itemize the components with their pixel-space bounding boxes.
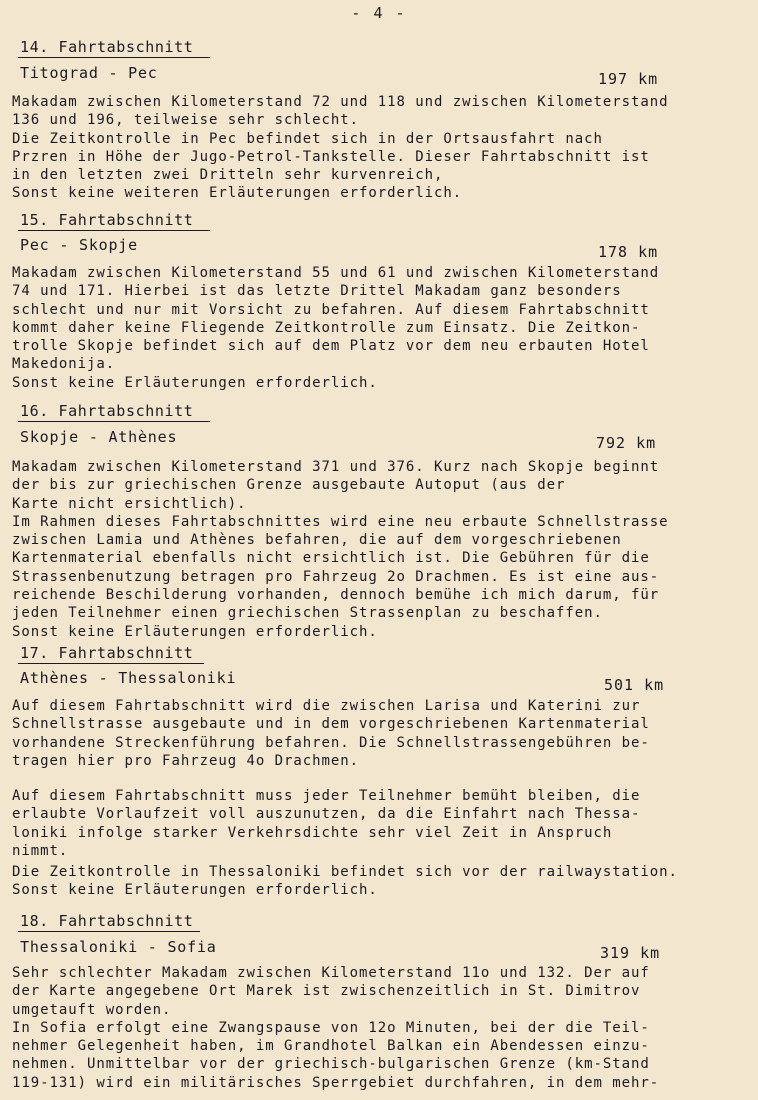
section-heading: 18. Fahrtabschnitt (20, 912, 194, 930)
section-paragraph: Makadam zwischen Kilometerstand 72 und 118 und zwischen Kilometerstand 136 und 196, teilweise sehr schlecht. Die Zeitkontrolle in Pec befindet sich in der Ortsausfahrt nach Przren in Höhe der Jugo-Petrol-Tankstelle. Dieser Fahrtabschnitt ist in den letzten zwei Dritteln sehr kurvenreich, Sonst keine weiteren Erläuterungen erforderlich. (12, 94, 669, 202)
distance: 792 km (596, 434, 657, 452)
route-title: Skopje - Athènes (20, 428, 178, 446)
heading-underline (18, 931, 200, 932)
section-paragraph: Sehr schlechter Makadam zwischen Kilometerstand 11o und 132. Der auf der Karte angegebene Ort Marek ist zwischenzeitlich in St. Dimitrov umgetauft worden. In Sofia erfolgt eine Zwangspause von 12o Minuten, bei der die Teil- nehmer Gelegenheit haben, im Grandhotel Balkan ein Abendessen einzu- nehmen. Unmittelbar vor der griechisch-bulgarischen Grenze (km-Stand 119-131) wird ein militärisches Sperrgebiet durchfahren, in dem mehr- (12, 965, 660, 1091)
section-heading: 14. Fahrtabschnitt (20, 38, 194, 56)
heading-underline (18, 57, 210, 58)
heading-underline (18, 663, 204, 664)
distance: 178 km (598, 243, 659, 261)
distance: 501 km (604, 676, 665, 694)
distance: 319 km (600, 944, 661, 962)
page-number: - 4 - (351, 4, 407, 22)
section-heading: 17. Fahrtabschnitt (20, 644, 194, 662)
distance: 197 km (598, 70, 659, 88)
heading-underline (18, 230, 210, 231)
route-title: Pec - Skopje (20, 236, 138, 254)
section-paragraph: Die Zeitkontrolle in Thessaloniki befindet sich vor der railwaystation. Sonst keine Erläuterungen erforderlich. (12, 864, 678, 899)
section-heading: 16. Fahrtabschnitt (20, 402, 194, 420)
section-paragraph: Makadam zwischen Kilometerstand 55 und 61 und zwischen Kilometerstand 74 und 171. Hierbei ist das letzte Drittel Makadam ganz besonders schlecht und nur mit Vorsicht zu befahren. Auf diesem Fahrtabschnitt kommt daher keine Fliegende Zeitkontrolle zum Einsatz. Die Zeitkon- trolle Skopje befindet sich auf dem Platz vor dem neu erbauten Hotel Makedonija. Sonst keine Erläuterungen erforderlich. (12, 265, 660, 391)
route-title: Athènes - Thessaloniki (20, 669, 237, 687)
route-title: Thessaloniki - Sofia (20, 938, 217, 956)
route-title: Titograd - Pec (20, 64, 158, 82)
section-paragraph: Auf diesem Fahrtabschnitt wird die zwischen Larisa und Katerini zur Schnellstrasse ausgebaute und in dem vorgeschriebenen Kartenmaterial vorhandene Streckenführung befahren. Die Schnellstrassengebühren be- tragen hier pro Fahrzeug 4o Drachmen. (12, 698, 650, 769)
section-paragraph: Auf diesem Fahrtabschnitt muss jeder Teilnehmer bemüht bleiben, die erlaubte Vorlaufzeit voll auszunutzen, da die Einfahrt nach Thessa- loniki infolge starker Verkehrsdichte sehr viel Zeit in Anspruch nimmt. (12, 788, 641, 859)
section-paragraph: Makadam zwischen Kilometerstand 371 und 376. Kurz nach Skopje beginnt der bis zur griechischen Grenze ausgebaute Autoput (aus der Karte nicht ersichtlich). Im Rahmen dieses Fahrtabschnittes wird eine neu erbaute Schnellstrasse zwischen Lamia und Athènes befahren, die auf dem vorgeschriebenen Kartenmaterial ebenfalls nicht ersichtlich ist. Die Gebühren für die Strassenbenutzung betragen pro Fahrzeug 2o Drachmen. Es ist eine aus- reichende Beschilderung vorhanden, dennoch bemühe ich mich darum, für jeden Teilnehmer einen griechischen Strassenplan zu beschaffen. Sonst keine Erläuterungen erforderlich. (12, 459, 669, 640)
heading-underline (18, 421, 210, 422)
section-heading: 15. Fahrtabschnitt (20, 211, 194, 229)
